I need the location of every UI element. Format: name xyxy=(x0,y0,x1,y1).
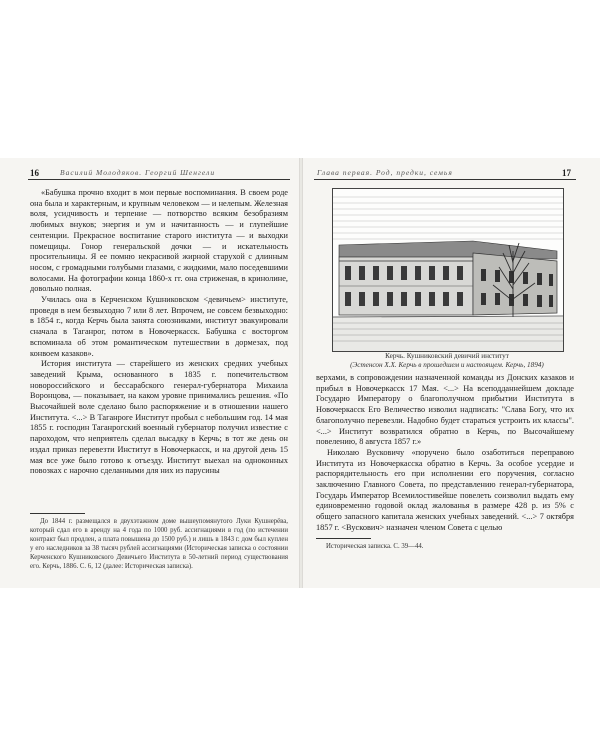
left-paragraph-1: «Бабушка прочно входит в мои первые воспоминания. В своем роде она была и характерным, и крупным человеком — и нелепым. Железная воля, усидчивость и терпение — потворство всяким безобразиям любимых внуков; энергия и ум и начитанность — и глупейшие сентенции. Прекрасное воспитание старого института — и выходки помещицы. Гонор генеральской дочки — и искательность просительницы. Я ее помню некрасивой жирной старухой с длинным носом, с громадными голубыми глазами, с жидкими, мало поседевшими волосами. На фотографии конца 1860-х гг. она стриженая, в кринолине, довольно полная. xyxy=(30,188,288,294)
left-footnote xyxy=(30,517,288,571)
left-footnote-rule xyxy=(30,513,85,514)
right-footnote-rule xyxy=(316,538,371,539)
left-page-number: 16 xyxy=(30,168,39,178)
left-header-rule xyxy=(28,179,290,180)
caption-source: (Эстенсон Х.Х. Керчь в прошедшем и настоящем. Керчь, 1894) xyxy=(350,361,544,369)
book-gutter xyxy=(299,158,303,588)
building-illustration xyxy=(333,189,563,351)
right-footnote xyxy=(316,542,574,551)
right-paragraph-1: верхами, в сопровождении назначенной команды из Донских казаков и прибыл в Новочеркасск 17 Мая. <...> На всеподданнейшем докладе Государю Императору о благополучном прибытии Института в Новочеркасск Его Величество изволил надписать: "Слава Богу, что их благополучно перевезли. Надобно будет стараться устроить их классы". <...> Институт возвратился обратно в Керчь, по Высочайшему повелению, 8 августа 1857 г.» xyxy=(316,373,574,447)
left-body-text xyxy=(30,188,288,477)
right-paragraph-2: Николаю Вусковичу «поручено было озаботиться переправою Института из Новочеркасска обратно в Керчь. За особое усердие и распорядительность его при исполнении его поручения, согласно заключению Главного Совета, по представлению генерал-губернатора, Государь Император Всемилостивейше повелеть соизволил выдать ему единовременно годовой оклад жалованья в размере 428 р. из 5% с общего запасного капитала женских учебных заведений. <...> 7 октября 1857 г. <Вускович> назначен членом Совета с целью xyxy=(316,447,574,532)
caption-title: Керчь. Кушниковский девичий институт xyxy=(385,352,509,360)
left-footnote-text: До 1844 г. размещался в двухэтажном доме вышеупомянутого Луки Кушнерёва, который сдал его в аренду на 4 года по 1000 руб. ассигнациями в год (по истечении контракт был продлен, а плата повышена до 1500 руб.) и лишь в 1843 г. дом был куплен у его наследников за 38 тысяч рублей ассигнациями (Историческая записка о состоянии Керченского Кушниковского Девичьего Института в 50-летний период существования его. Керчь, 1886. С. 6, 12 (далее: Историческая записка). xyxy=(30,518,288,570)
image-caption xyxy=(316,352,578,370)
right-running-head: Глава первая. Род, предки, семья xyxy=(317,168,453,177)
left-running-head: Василий Молодяков. Георгий Шенгели xyxy=(60,168,216,177)
right-footnote-text: Историческая записка. С. 39—44. xyxy=(326,543,424,550)
left-paragraph-3: История института — старейшего из женских средних учебных заведений Крыма, основанного в 1835 г. попечительством новороссийского и бессарабского генерал-губернатора Михаила Воронцова, — показывает, на каком уровне принимались решения. «По Высочайшей воле сделано было распоряжение и в отношении нашего Института. <...> В Таганроге Институт пробыл с небольшим год. 14 мая 1855 г. господин Таганрогский военный губернатор получил известие с пароходом, что неприятель сделал высадку в Керчь; в тот же день он издал приказ перевезти Институт в Новочеркасск, и на другой день 15 мая все уже было готово к отъезду. Институт выехал на одноконных повозках с нарочно сделанными для них из парусины xyxy=(30,359,288,476)
left-paragraph-2: Училась она в Керченском Кушниковском <девичьем> институте, проведя в нем безвыходно 7 или 8 лет. Впрочем, не совсем безвыходно: в 1854 г., когда Керчь была занята союзниками, институт эвакуировали сначала в Таганрог, потом в Новочеркасск. Бабушка с восторгом вспоминала об этом романтическом путешествии в дормезах, под конвоем казаков». xyxy=(30,295,288,358)
right-page-number: 17 xyxy=(562,168,571,178)
right-header-rule xyxy=(314,179,576,180)
right-body-text xyxy=(316,373,574,534)
institute-engraving xyxy=(332,188,564,352)
